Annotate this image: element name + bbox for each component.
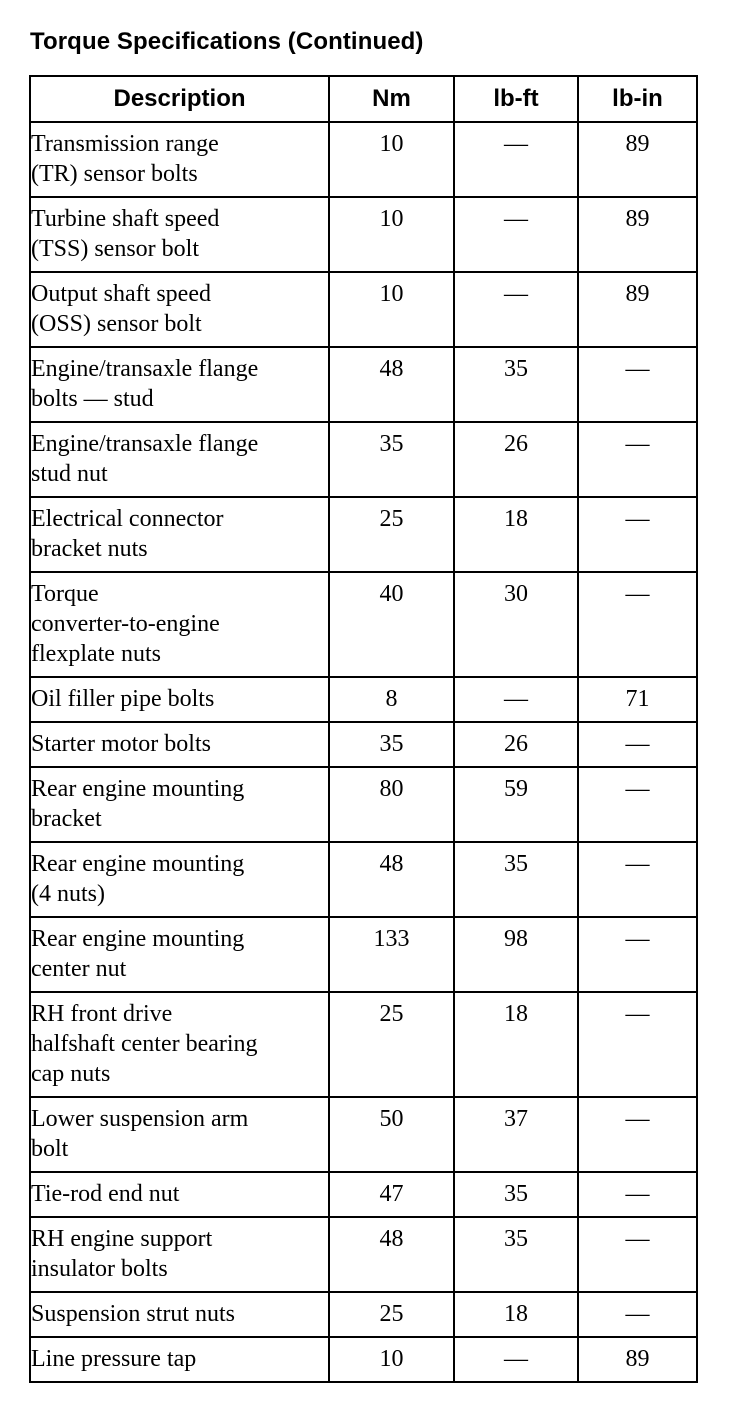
description-line: stud nut — [31, 461, 108, 487]
nm-cell: 48 — [329, 347, 454, 422]
table-body — [30, 122, 697, 1382]
lb-ft-cell: 35 — [454, 1172, 578, 1217]
nm-cell: 10 — [329, 1337, 454, 1382]
lb-ft-cell: — — [454, 1337, 578, 1382]
lb-ft-cell: 35 — [454, 842, 578, 917]
description-line: Rear engine mounting — [31, 926, 245, 952]
description-line: flexplate nuts — [31, 641, 161, 667]
description-line: Line pressure tap — [31, 1346, 197, 1372]
description-line: center nut — [31, 956, 127, 982]
description-line: Output shaft speed — [31, 281, 211, 307]
nm-cell: 25 — [329, 1292, 454, 1337]
description-line: bracket nuts — [31, 536, 148, 562]
nm-cell: 25 — [329, 497, 454, 572]
table-header-row — [30, 76, 697, 122]
description-line: Electrical connector — [31, 506, 224, 532]
description-cell — [30, 992, 329, 1097]
lb-in-cell: — — [578, 572, 697, 677]
description-cell — [30, 572, 329, 677]
description-line: Engine/transaxle flange — [31, 356, 259, 382]
table-row — [30, 347, 697, 422]
description-line: converter-to-engine — [31, 611, 220, 637]
lb-ft-cell: 37 — [454, 1097, 578, 1172]
description-cell — [30, 1292, 329, 1337]
description-cell — [30, 917, 329, 992]
description-line: Rear engine mounting — [31, 851, 245, 877]
nm-cell: 80 — [329, 767, 454, 842]
description-cell — [30, 497, 329, 572]
description-line: cap nuts — [31, 1061, 111, 1087]
description-line: Rear engine mounting — [31, 776, 245, 802]
lb-ft-cell: 18 — [454, 1292, 578, 1337]
description-cell — [30, 197, 329, 272]
table-row — [30, 122, 697, 197]
table-row — [30, 422, 697, 497]
lb-in-cell: — — [578, 992, 697, 1097]
description-line: Starter motor bolts — [31, 731, 211, 757]
lb-ft-cell: 26 — [454, 422, 578, 497]
lb-ft-cell: — — [454, 272, 578, 347]
nm-cell: 35 — [329, 722, 454, 767]
description-cell — [30, 122, 329, 197]
description-line: Lower suspension arm — [31, 1106, 249, 1132]
table-row — [30, 722, 697, 767]
lb-in-cell: — — [578, 347, 697, 422]
description-line: Suspension strut nuts — [31, 1301, 236, 1327]
lb-in-cell: — — [578, 1172, 697, 1217]
lb-in-cell: — — [578, 842, 697, 917]
table-row — [30, 992, 697, 1097]
table-row — [30, 1217, 697, 1292]
table-row — [30, 1292, 697, 1337]
table-row — [30, 842, 697, 917]
nm-cell: 40 — [329, 572, 454, 677]
lb-ft-cell: 35 — [454, 1217, 578, 1292]
lb-in-cell: — — [578, 917, 697, 992]
lb-ft-cell: 30 — [454, 572, 578, 677]
table-row — [30, 272, 697, 347]
lb-ft-cell: 18 — [454, 992, 578, 1097]
description-cell — [30, 1097, 329, 1172]
lb-ft-cell: 26 — [454, 722, 578, 767]
description-line: insulator bolts — [31, 1256, 168, 1282]
description-cell — [30, 842, 329, 917]
lb-in-cell: — — [578, 497, 697, 572]
header-nm: Nm — [329, 76, 454, 122]
nm-cell: 25 — [329, 992, 454, 1097]
lb-in-cell: — — [578, 1292, 697, 1337]
description-cell — [30, 677, 329, 722]
lb-ft-cell: — — [454, 677, 578, 722]
lb-ft-cell: — — [454, 122, 578, 197]
table-row — [30, 197, 697, 272]
header-lb-in: lb-in — [578, 76, 697, 122]
nm-cell: 10 — [329, 197, 454, 272]
table-row — [30, 1097, 697, 1172]
lb-ft-cell: 35 — [454, 347, 578, 422]
description-line: bolts — stud — [31, 386, 154, 412]
description-line: bolt — [31, 1136, 69, 1162]
lb-in-cell: 89 — [578, 197, 697, 272]
description-cell — [30, 272, 329, 347]
nm-cell: 47 — [329, 1172, 454, 1217]
description-line: Turbine shaft speed — [31, 206, 220, 232]
description-line: (TR) sensor bolts — [31, 161, 198, 187]
description-line: RH engine support — [31, 1226, 213, 1252]
nm-cell: 35 — [329, 422, 454, 497]
description-line: Tie-rod end nut — [31, 1181, 180, 1207]
description-line: bracket — [31, 806, 102, 832]
table-row — [30, 677, 697, 722]
header-lb-ft: lb-ft — [454, 76, 578, 122]
lb-in-cell: — — [578, 1217, 697, 1292]
description-cell — [30, 1217, 329, 1292]
description-cell — [30, 1337, 329, 1382]
nm-cell: 10 — [329, 272, 454, 347]
lb-in-cell: 89 — [578, 1337, 697, 1382]
lb-ft-cell: 59 — [454, 767, 578, 842]
table-row — [30, 497, 697, 572]
table-row — [30, 1172, 697, 1217]
table-row — [30, 572, 697, 677]
nm-cell: 50 — [329, 1097, 454, 1172]
description-line: Transmission range — [31, 131, 219, 157]
description-line: (4 nuts) — [31, 881, 105, 907]
lb-in-cell: — — [578, 722, 697, 767]
lb-ft-cell: 18 — [454, 497, 578, 572]
description-cell — [30, 767, 329, 842]
header-description: Description — [30, 76, 329, 122]
description-line: Oil filler pipe bolts — [31, 686, 215, 712]
nm-cell: 133 — [329, 917, 454, 992]
description-line: RH front drive — [31, 1001, 173, 1027]
lb-in-cell: — — [578, 422, 697, 497]
torque-spec-table — [29, 75, 698, 1383]
table-row — [30, 767, 697, 842]
nm-cell: 8 — [329, 677, 454, 722]
page-title: Torque Specifications (Continued) — [30, 28, 424, 55]
nm-cell: 48 — [329, 1217, 454, 1292]
description-cell — [30, 722, 329, 767]
nm-cell: 48 — [329, 842, 454, 917]
description-line: Engine/transaxle flange — [31, 431, 259, 457]
lb-ft-cell: 98 — [454, 917, 578, 992]
description-line: (TSS) sensor bolt — [31, 236, 199, 262]
table-row — [30, 917, 697, 992]
description-line: halfshaft center bearing — [31, 1031, 258, 1057]
description-line: Torque — [31, 581, 99, 607]
description-line: (OSS) sensor bolt — [31, 311, 202, 337]
lb-in-cell: 89 — [578, 272, 697, 347]
description-cell — [30, 347, 329, 422]
lb-in-cell: — — [578, 767, 697, 842]
description-cell — [30, 422, 329, 497]
lb-ft-cell: — — [454, 197, 578, 272]
table-row — [30, 1337, 697, 1382]
description-cell — [30, 1172, 329, 1217]
nm-cell: 10 — [329, 122, 454, 197]
lb-in-cell: — — [578, 1097, 697, 1172]
lb-in-cell: 71 — [578, 677, 697, 722]
lb-in-cell: 89 — [578, 122, 697, 197]
